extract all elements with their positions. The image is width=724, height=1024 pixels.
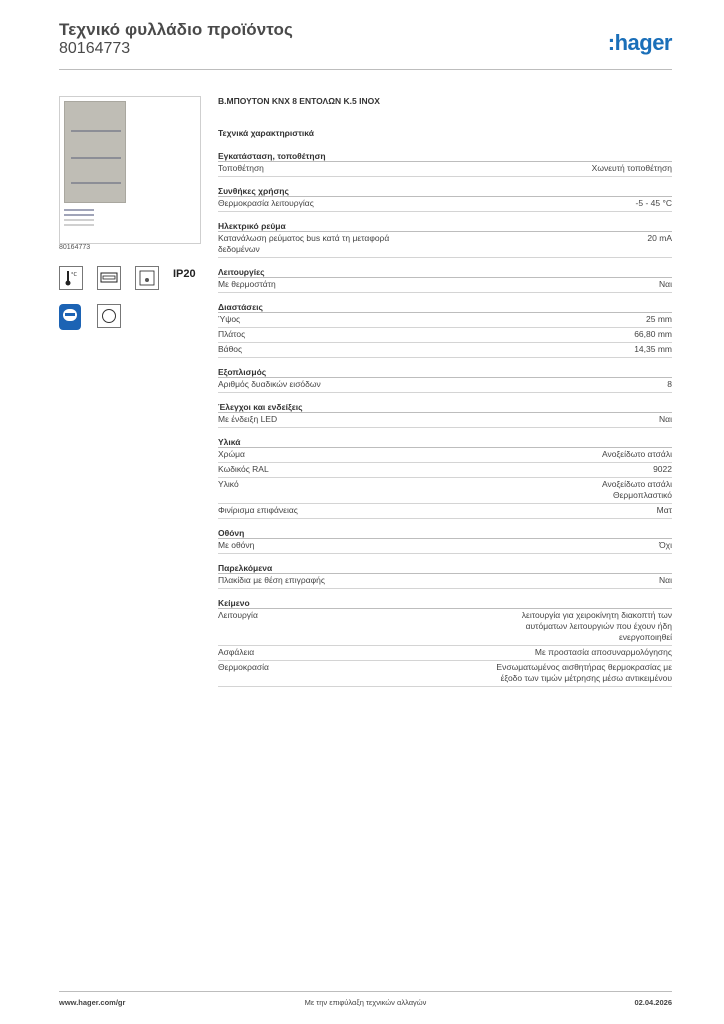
image-reference: 80164773 (59, 244, 91, 251)
footer-disclaimer: Με την επιφύλαξη τεχνικών αλλαγών (304, 998, 427, 1007)
spec-label: Πλάτος (218, 329, 246, 339)
spec-row (218, 463, 672, 478)
spec-label: Με θερμοστάτη (218, 279, 276, 289)
spec-value: Ενσωματωμένος αισθητήρας θερμοκρασίας με έξοδο των τιμών μέτρησης μέσω αντικειμένου (496, 662, 672, 683)
spec-row (218, 478, 672, 504)
spec-label: Φινίρισμα επιφάνειας (218, 505, 298, 515)
section-title: Συνθήκες χρήσης (218, 185, 672, 197)
logo-mark-icon: : (607, 30, 615, 55)
spec-value: 20 mA (647, 233, 672, 243)
spec-label: Λειτουργία (218, 610, 258, 620)
spec-row (218, 574, 672, 589)
section-title: Κείμενο (218, 597, 672, 609)
spec-row (218, 197, 672, 212)
spec-value: Ανοξείδωτο ατσάλι Θερμοπλαστικό (601, 479, 672, 500)
section-title: Εγκατάσταση, τοποθέτηση (218, 150, 672, 162)
side-line (64, 209, 94, 211)
knx-bar (65, 313, 75, 316)
side-line (64, 224, 94, 226)
spec-panel (218, 96, 672, 695)
spec-label: Βάθος (218, 344, 243, 354)
spec-label: Τοποθέτηση (218, 163, 264, 173)
section-title: Οθόνη (218, 527, 672, 539)
spec-row (218, 413, 672, 428)
spec-value: Ματ (656, 505, 672, 515)
button-slot (71, 157, 121, 159)
spec-row (218, 448, 672, 463)
page-footer (59, 998, 672, 1012)
section-title: Διαστάσεις (218, 301, 672, 313)
ring (102, 309, 116, 323)
section-title: Έλεγχοι και ενδείξεις (218, 401, 672, 413)
spec-row (218, 661, 672, 687)
spec-section (218, 366, 672, 393)
spec-section (218, 185, 672, 212)
spec-value: 66,80 mm (634, 329, 672, 339)
footer-divider (59, 991, 672, 992)
spec-section (218, 301, 672, 358)
spec-row (218, 609, 672, 646)
spec-value: λειτουργία για χειροκίνητη διακοπτή των αυτόματων λειτουργιών που έχουν ήδη ενεργοποιηθεί (521, 610, 672, 642)
spec-row (218, 539, 672, 554)
spec-row (218, 504, 672, 519)
device-icon (97, 266, 121, 290)
side-line (64, 219, 94, 221)
spec-section (218, 150, 672, 177)
product-number: 80164773 (59, 40, 131, 57)
spec-row (218, 313, 672, 328)
spec-value: -5 - 45 °C (635, 198, 672, 208)
spec-label: Χρώμα (218, 449, 245, 459)
spec-label: Κατανάλωση ρεύματος bus κατά τη μεταφορά δεδομένων (218, 233, 390, 254)
spec-label: Υλικό (218, 479, 239, 489)
temperature-icon (59, 266, 83, 290)
spec-value: Ναι (659, 414, 672, 424)
spec-value: Με προστασία αποσυναρμολόγησης (534, 647, 672, 657)
spec-section (218, 597, 672, 687)
section-title: Παρελκόμενα (218, 562, 672, 574)
ip-rating: IP20 (173, 268, 196, 280)
spec-label: Θερμοκρασία λειτουργίας (218, 198, 314, 208)
hager-logo (608, 30, 672, 56)
spec-value: 25 mm (646, 314, 672, 324)
logo-text: hager (614, 30, 672, 55)
spec-value: Ανοξείδωτο ατσάλι (601, 449, 672, 459)
side-line (64, 214, 94, 216)
spec-sections (218, 150, 672, 687)
button-slot (71, 182, 121, 184)
spec-section (218, 401, 672, 428)
spec-value: 14,35 mm (634, 344, 672, 354)
product-name: Β.ΜΠΟΥΤΟΝ KNX 8 ΕΝΤΟΛΩΝ Κ.5 INOX (218, 96, 380, 106)
spec-value: Χωνευτή τοποθέτηση (591, 163, 672, 173)
spec-label: Ύψος (218, 314, 241, 324)
section-title: Υλικά (218, 436, 672, 448)
push-button-plate (64, 101, 126, 203)
spec-value: Ναι (659, 279, 672, 289)
spec-value: 9022 (653, 464, 672, 474)
spec-label: Πλακίδια με θέση επιγραφής (218, 575, 325, 585)
spec-section (218, 266, 672, 293)
footer-website[interactable]: www.hager.com/gr (59, 998, 126, 1007)
spec-row (218, 646, 672, 661)
spec-row (218, 343, 672, 358)
product-image (59, 96, 201, 244)
spec-row (218, 328, 672, 343)
dot-icon (135, 266, 159, 290)
spec-value: Ναι (659, 575, 672, 585)
spec-label: Με ένδειξη LED (218, 414, 278, 424)
spec-label: Θερμοκρασία (218, 662, 269, 672)
circle-icon (97, 304, 121, 328)
spec-section (218, 527, 672, 554)
spec-label: Αριθμός δυαδικών εισόδων (218, 379, 321, 389)
spec-value: 8 (667, 379, 672, 389)
spec-row (218, 232, 672, 258)
section-title: Λειτουργίες (218, 266, 672, 278)
header-divider (59, 69, 672, 70)
section-title: Εξοπλισμός (218, 366, 672, 378)
button-slot (71, 130, 121, 132)
footer-date: 02.04.2026 (634, 998, 672, 1007)
spec-section (218, 562, 672, 589)
knx-logo-icon (59, 304, 81, 330)
spec-heading: Τεχνικά χαρακτηριστικά (218, 128, 314, 138)
product-side-view (64, 209, 94, 229)
spec-section (218, 436, 672, 519)
svg-text:°C: °C (71, 272, 77, 278)
spec-label: Κωδικός RAL (218, 464, 269, 474)
spec-row (218, 278, 672, 293)
page-header (59, 20, 672, 70)
product-sidebar (59, 96, 201, 280)
spec-label: Ασφάλεια (218, 647, 255, 657)
spec-row (218, 162, 672, 177)
spec-section (218, 220, 672, 258)
section-title: Ηλεκτρικό ρεύμα (218, 220, 672, 232)
spec-value: Όχι (659, 540, 672, 550)
spec-row (218, 378, 672, 393)
spec-label: Με οθόνη (218, 540, 255, 550)
document-title: Τεχνικό φυλλάδιο προϊόντος (59, 20, 293, 39)
